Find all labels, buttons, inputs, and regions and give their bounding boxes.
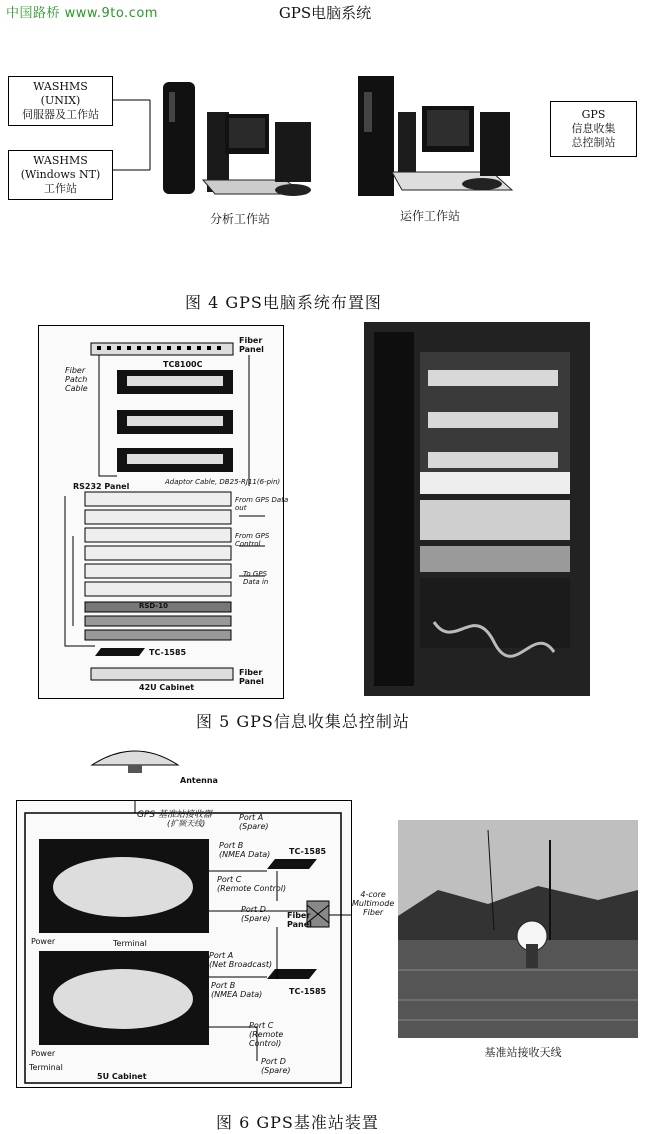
antenna-graphic [90, 743, 180, 783]
gps-control-station-box [550, 101, 637, 157]
adaptor-label: Adaptor Cable, DB25-RJ11(6-pin) [165, 478, 281, 486]
rs232-label: RS232 Panel [73, 482, 130, 491]
box-line: WASHMS [33, 80, 88, 93]
port-d-top: Port D (Spare) [241, 905, 271, 923]
reference-antenna-photo [398, 820, 638, 1038]
page-title: GPS电脑系统 [278, 4, 372, 22]
multimode-fiber-label: 4-core Multimode Fiber [352, 890, 395, 917]
rsd10-label: RSD-10 [139, 602, 169, 610]
power-label-1: Power [31, 937, 56, 946]
box-line: (UNIX) [40, 94, 81, 107]
figure-4-caption: 图 4 GPS电脑系统布置图 [185, 293, 382, 312]
tc1585-label: TC-1585 [149, 648, 187, 657]
port-a-bottom: Port A (Net Broadcast) [209, 951, 273, 969]
box-line: WASHMS [33, 154, 88, 167]
site-brand: 中国路桥 www.9to.com [6, 6, 158, 21]
from-gps-control-label: From GPS Control [235, 532, 270, 548]
figure-5-caption: 图 5 GPS信息收集总控制站 [196, 712, 410, 731]
reference-antenna-label: 基准站接收天线 [484, 1046, 562, 1059]
antenna-label: Antenna [180, 776, 218, 785]
washms-unix-box [8, 76, 113, 126]
figure-6-caption: 图 6 GPS基准站装置 [216, 1113, 379, 1132]
terminal-label-2: Terminal [29, 1063, 63, 1072]
cabinet-label: 42U Cabinet [139, 683, 195, 692]
reference-station-diagram [16, 800, 352, 1088]
analysis-workstation-photo [155, 72, 335, 200]
box-line: 工作站 [44, 182, 77, 195]
port-d-bottom: Port D (Spare) [261, 1057, 291, 1075]
from-gps-out-label: From GPS Data out [235, 496, 289, 512]
fiber-panel-bottom-label: Fiber Panel [239, 668, 264, 686]
port-b-top: Port B (NMEA Data) [219, 841, 271, 859]
control-cabinet-photo [364, 322, 590, 696]
port-a-top: Port A (Spare) [239, 813, 269, 831]
tc1585-top-label: TC-1585 [289, 847, 327, 856]
analysis-workstation-label: 分析工作站 [209, 212, 270, 226]
box-line: (Windows NT) [20, 168, 101, 181]
box-line: 信息收集 [571, 122, 616, 135]
receiver-label: GPS 基准站接收器 [137, 810, 212, 820]
port-c-top: Port C (Remote Control) [217, 875, 287, 893]
box-line: GPS [581, 108, 606, 121]
fiber-panel-top-label: Fiber Panel [239, 336, 264, 354]
tc1585-bottom-label: TC-1585 [289, 987, 327, 996]
power-label-2: Power [31, 1049, 56, 1058]
port-b-bottom: Port B (NMEA Data) [211, 981, 263, 999]
control-station-diagram [38, 325, 289, 699]
fiber-patch-label: Fiber Patch Cable [65, 366, 88, 393]
washms-nt-box [8, 150, 113, 200]
box-line: 总控制站 [571, 136, 616, 149]
operations-workstation-label: 运作工作站 [399, 209, 460, 223]
terminal-label-1: Terminal [113, 939, 147, 948]
port-c-bottom: Port C (Remote Control) [249, 1021, 284, 1048]
fiber-panel-label: Fiber Panel [287, 911, 312, 929]
5u-cabinet-label: 5U Cabinet [97, 1072, 147, 1081]
to-gps-label: To GPS Data in [243, 570, 269, 586]
tc8100c-label: TC8100C [163, 360, 203, 369]
operations-workstation-photo [352, 72, 527, 200]
box-line: 伺服器及工作站 [22, 108, 99, 121]
receiver-sub-label: (扩频天线) [167, 819, 206, 828]
